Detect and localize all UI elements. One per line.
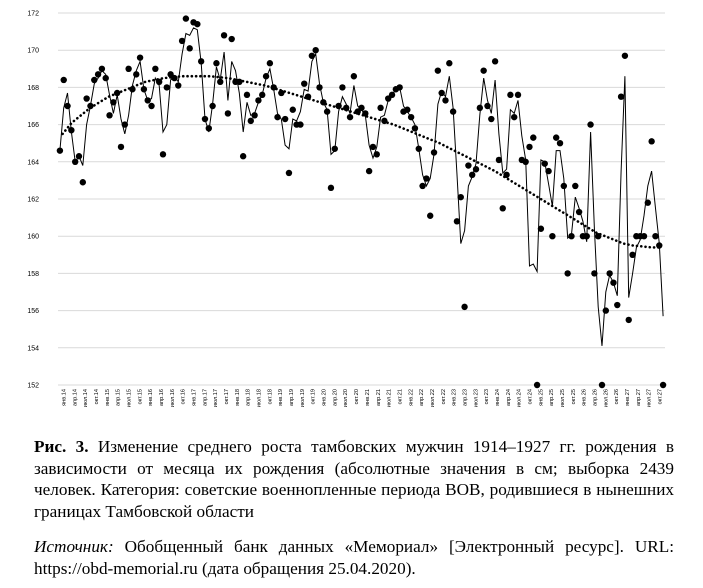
data-point (599, 382, 605, 388)
data-point (534, 382, 540, 388)
x-tick-label: апр.22 (419, 389, 426, 407)
x-tick-label: июл.27 (646, 389, 653, 408)
data-point (564, 270, 570, 276)
data-point (488, 116, 494, 122)
data-point (511, 114, 517, 120)
data-point (419, 183, 425, 189)
x-tick-label: янв.14 (61, 389, 68, 406)
x-tick-label: апр.26 (592, 389, 599, 407)
x-tick-label: июл.17 (213, 389, 220, 408)
data-point (61, 77, 67, 83)
x-tick-label: апр.19 (289, 389, 296, 407)
data-point (194, 21, 200, 27)
data-point (492, 58, 498, 64)
data-point (530, 134, 536, 140)
x-tick-label: янв.26 (581, 389, 588, 406)
x-tick-label: апр.25 (549, 389, 556, 407)
data-point (80, 179, 86, 185)
x-tick-label: июл.19 (299, 389, 306, 408)
y-tick-label: 168 (27, 84, 39, 92)
data-point (572, 183, 578, 189)
data-point (652, 233, 658, 239)
x-tick-label: апр.20 (332, 389, 339, 407)
data-point (461, 304, 467, 310)
data-point (290, 107, 296, 113)
x-tick-label: апр.15 (115, 389, 122, 407)
data-point (225, 110, 231, 116)
y-tick-label: 166 (27, 122, 39, 130)
x-tick-label: июл.22 (429, 389, 436, 408)
data-point (622, 53, 628, 59)
x-tick-label: апр.16 (158, 389, 165, 407)
x-tick-label: янв.22 (408, 389, 415, 406)
x-tick-label: янв.17 (191, 389, 198, 406)
x-tick-label: апр.17 (202, 389, 209, 407)
data-point (248, 118, 254, 124)
data-point (442, 97, 448, 103)
data-point (187, 45, 193, 51)
x-tick-label: янв.27 (625, 389, 632, 406)
y-tick-label: 158 (27, 270, 39, 278)
x-tick-label: июл.15 (126, 389, 133, 408)
data-point (286, 170, 292, 176)
caption-text: Изменение среднего роста тамбовских мужчин 1914–1927 гг. рождения в зависимости от месяца их рождения (абсолютные значения в см; выборка 2439 человек. Категория: советские военнопленные периода ВОВ, родившиеся в нынешних границах Тамбовской области (34, 437, 675, 521)
y-tick-label: 156 (27, 308, 39, 316)
figure-source (34, 536, 674, 579)
x-tick-label: окт.23 (484, 389, 491, 405)
x-tick-label: окт.16 (180, 389, 187, 405)
x-tick-label: июл.14 (83, 389, 90, 408)
x-tick-label: окт.24 (527, 389, 534, 405)
x-tick-label: окт.26 (614, 389, 621, 405)
data-point (312, 47, 318, 53)
data-point (618, 94, 624, 100)
data-point (106, 112, 112, 118)
data-point (507, 92, 513, 98)
data-point (603, 307, 609, 313)
x-tick-label: апр.18 (245, 389, 252, 407)
x-tick-label: июл.21 (386, 389, 393, 408)
data-point (267, 60, 273, 66)
x-tick-label: окт.20 (354, 389, 361, 405)
x-tick-label: окт.15 (137, 389, 144, 405)
data-point (240, 153, 246, 159)
data-point (301, 80, 307, 86)
data-point (244, 92, 250, 98)
data-point (183, 15, 189, 21)
x-tick-label: июл.23 (473, 389, 480, 408)
y-tick-label: 172 (27, 10, 39, 18)
data-point (347, 114, 353, 120)
data-point (213, 60, 219, 66)
x-tick-label: окт.22 (440, 389, 447, 405)
x-tick-label: июл.25 (560, 389, 567, 408)
data-point (515, 92, 521, 98)
x-tick-label: окт.25 (570, 389, 577, 405)
data-point (137, 54, 143, 60)
x-tick-label: янв.16 (148, 389, 155, 406)
data-point (614, 302, 620, 308)
caption-label: Рис. 3. (34, 437, 89, 456)
figure-caption (34, 436, 674, 522)
y-tick-label: 162 (27, 196, 39, 204)
y-tick-label: 154 (27, 345, 39, 353)
data-point (351, 73, 357, 79)
x-tick-label: апр.27 (635, 389, 642, 407)
y-tick-label: 164 (27, 159, 39, 167)
data-point (118, 144, 124, 150)
data-point (297, 121, 303, 127)
data-point (500, 205, 506, 211)
data-point (64, 103, 70, 109)
x-tick-label: окт.18 (267, 389, 274, 405)
data-point (626, 317, 632, 323)
x-tick-label: янв.20 (321, 389, 328, 406)
y-tick-label: 160 (27, 233, 39, 241)
y-tick-label: 152 (27, 382, 39, 390)
x-tick-label: янв.23 (451, 389, 458, 406)
data-point (446, 60, 452, 66)
data-point (229, 36, 235, 42)
x-tick-label: июл.26 (603, 389, 610, 408)
x-tick-label: окт.14 (93, 389, 100, 405)
data-point (648, 138, 654, 144)
x-tick-label: апр.24 (505, 389, 512, 407)
data-point (125, 66, 131, 72)
data-point (221, 32, 227, 38)
data-point (587, 121, 593, 127)
x-tick-label: окт.19 (310, 389, 317, 405)
source-text: Обобщенный банк данных «Мемориал» [Электронный ресурс]. URL: https://obd-memorial.ru (дата обращения 25.04.2020). (34, 537, 674, 578)
x-tick-label: окт.21 (397, 389, 404, 405)
data-point (164, 84, 170, 90)
x-tick-label: апр.21 (375, 389, 382, 407)
data-point (549, 233, 555, 239)
x-tick-label: июл.18 (256, 389, 263, 408)
source-label: Источник: (34, 537, 114, 556)
data-point (339, 84, 345, 90)
x-tick-label: июл.20 (343, 389, 350, 408)
x-tick-label: апр.23 (462, 389, 469, 407)
x-tick-label: янв.21 (364, 389, 371, 406)
data-point (553, 134, 559, 140)
x-tick-label: июл.24 (516, 389, 523, 408)
data-point (526, 144, 532, 150)
data-point (427, 213, 433, 219)
x-tick-label: янв.24 (494, 389, 501, 406)
x-tick-label: янв.25 (538, 389, 545, 406)
data-point (435, 67, 441, 73)
data-point (175, 82, 181, 88)
x-tick-label: июл.16 (169, 389, 176, 408)
x-tick-label: янв.15 (104, 389, 111, 406)
x-tick-label: апр.14 (72, 389, 79, 407)
x-tick-label: янв.18 (234, 389, 241, 406)
x-tick-label: окт.17 (224, 389, 231, 405)
x-tick-label: окт.27 (657, 389, 664, 405)
data-point (465, 162, 471, 168)
data-point (557, 140, 563, 146)
x-tick-label: янв.19 (278, 389, 285, 406)
data-point (660, 382, 666, 388)
data-point (282, 116, 288, 122)
y-tick-label: 170 (27, 47, 39, 55)
data-point (148, 103, 154, 109)
data-point (83, 95, 89, 101)
data-point (328, 185, 334, 191)
data-point (377, 105, 383, 111)
data-point (366, 168, 372, 174)
data-point (480, 67, 486, 73)
data-point (160, 151, 166, 157)
data-point (641, 233, 647, 239)
data-point (152, 66, 158, 72)
